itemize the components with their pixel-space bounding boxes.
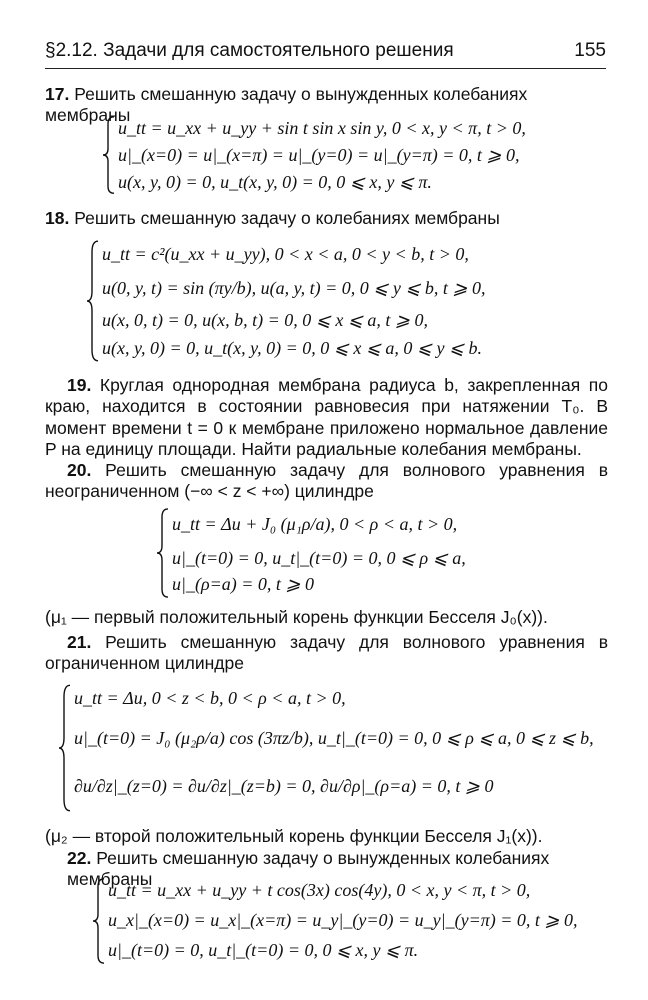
problem-19-statement <box>45 375 608 460</box>
problem-number: 19. <box>67 375 92 395</box>
equation-line: u|_(t=0) = J₀ (μ₂ρ/a) cos (3πz/b), u_t|_(t=0) = 0, 0 ⩽ ρ ⩽ a, 0 ⩽ z ⩽ b, <box>74 728 594 748</box>
left-brace <box>86 240 100 362</box>
left-brace <box>102 116 116 194</box>
equation-system-17 <box>102 116 572 194</box>
left-brace <box>156 508 170 598</box>
equation-line: u|_(t=0) = 0, u_t|_(t=0) = 0, 0 ⩽ ρ ⩽ a, <box>172 548 466 568</box>
equation-line: u(x, y, 0) = 0, u_t(x, y, 0) = 0, 0 ⩽ x ⩽ a, 0 ⩽ y ⩽ b. <box>102 338 483 358</box>
running-header <box>45 38 606 69</box>
equation-line: u_tt = u_xx + u_yy + sin t sin x sin y, 0 < x, y < π, t > 0, <box>118 118 526 138</box>
equation-line: u(x, 0, t) = 0, u(x, b, t) = 0, 0 ⩽ x ⩽ a, t ⩾ 0, <box>102 310 428 330</box>
problem-text: Круглая однородная мембрана радиуса b, закрепленная по краю, находится в состоянии равновесия при натяжении T₀. В момент времени t = 0 к мембране приложено нормальное давление P на единицу площади. Найти радиальные колебания мембраны. <box>45 375 608 459</box>
equation-line: u(x, y, 0) = 0, u_t(x, y, 0) = 0, 0 ⩽ x, y ⩽ π. <box>118 172 432 192</box>
page-number: 155 <box>574 40 606 61</box>
equation-line: u(0, y, t) = sin (πy/b), u(a, y, t) = 0, 0 ⩽ y ⩽ b, t ⩾ 0, <box>102 278 486 298</box>
problem-number: 17. <box>45 84 70 104</box>
footnote-mu1: (μ₁ — первый положительный корень функции Бесселя J₀(x)). <box>45 607 548 627</box>
equation-line: u|_(x=0) = u|_(x=π) = u|_(y=0) = u|_(y=π) = 0, t ⩾ 0, <box>118 145 520 165</box>
left-brace <box>92 878 106 964</box>
problem-text: Решить смешанную задачу о вынужденных колебаниях мембраны <box>45 84 528 125</box>
left-brace <box>58 684 72 812</box>
problem-text: Решить смешанную задачу для волнового уравнения в неограниченном (−∞ < z < +∞) цилиндре <box>45 460 608 502</box>
equation-system-18 <box>86 240 586 362</box>
problem-text: Решить смешанную задачу о колебаниях мембраны <box>69 208 500 228</box>
equation-system-22 <box>92 878 592 964</box>
equation-line: u_tt = u_xx + u_yy + t cos(3x) cos(4y), 0 < x, y < π, t > 0, <box>108 880 531 900</box>
problem-20-statement <box>45 460 608 503</box>
problem-number: 22. <box>67 848 92 868</box>
equation-line: u|_(t=0) = 0, u_t|_(t=0) = 0, 0 ⩽ x, y ⩽ π. <box>108 940 419 960</box>
equation-line: u_x|_(x=0) = u_x|_(x=π) = u_y|_(y=0) = u_y|_(y=π) = 0, t ⩾ 0, <box>108 910 578 930</box>
problem-number: 18. <box>45 208 70 228</box>
problem-number: 20. <box>67 460 92 480</box>
equation-line: ∂u/∂z|_(z=0) = ∂u/∂z|_(z=b) = 0, ∂u/∂ρ|_(ρ=a) = 0, t ⩾ 0 <box>74 776 494 796</box>
equation-system-20 <box>156 508 576 598</box>
section-title: §2.12. Задачи для самостоятельного решения <box>45 40 454 61</box>
equation-line: u_tt = c²(u_xx + u_yy), 0 < x < a, 0 < y < b, t > 0, <box>102 244 469 264</box>
problem-text: Решить смешанную задачу для волнового уравнения в ограниченном цилиндре <box>45 632 608 674</box>
equation-line: u_tt = Δu, 0 < z < b, 0 < ρ < a, t > 0, <box>74 688 346 708</box>
problem-21-statement <box>45 632 608 675</box>
footnote-mu2: (μ₂ — второй положительный корень функции Бесселя J₁(x)). <box>45 826 543 846</box>
equation-line: u|_(ρ=a) = 0, t ⩾ 0 <box>172 574 314 594</box>
problem-18-statement <box>45 208 610 229</box>
problem-text: Решить смешанную задачу о вынужденных колебаниях мембраны <box>67 848 550 889</box>
equation-system-21 <box>58 684 618 812</box>
problem-number: 21. <box>67 632 92 652</box>
equation-line: u_tt = Δu + J₀ (μ₁ρ/a), 0 < ρ < a, t > 0, <box>172 514 458 534</box>
